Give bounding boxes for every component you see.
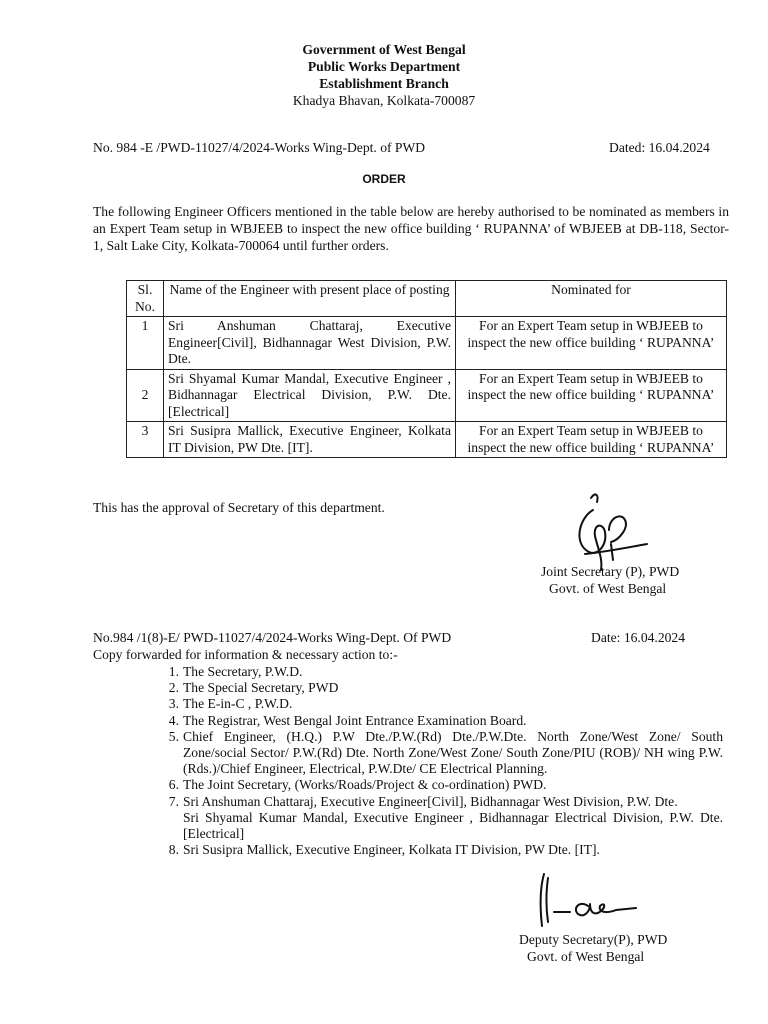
column-header-name: Name of the Engineer with present place of posting bbox=[164, 281, 456, 317]
cell-sl: 1 bbox=[127, 317, 164, 370]
list-text: Sri Anshuman Chattaraj, Executive Engineer[Civil], Bidhannagar West Division, P.W. Dte. bbox=[183, 793, 678, 809]
list-number: 3. bbox=[168, 696, 179, 712]
list-text: Chief Engineer, (H.Q.) P.W Dte./P.W.(Rd) Dte./P.W.Dte. North Zone/West Zone/ South Zone/social Sector/ P.W.(Rd) Dte. North Zone/West Zone/ South Zone/PIU (ROB)/ NH wing P.W.(Rds.)/Chief Engineer, Electrical, P.W.Dte/ CE Electrical Planning. bbox=[183, 728, 723, 777]
list-number: 5. bbox=[168, 728, 179, 744]
table-row bbox=[127, 369, 727, 422]
intro-paragraph: The following Engineer Officers mentioned in the table below are hereby authorised to be nominated as members in an Expert Team setup in WBJEEB to inspect the new office building ‘ RUPANNA’ of WBJEEB at DB-118, Sector-1, Salt Lake City, Kolkata-700064 until further orders. bbox=[93, 204, 729, 253]
list-text: The E-in-C , P.W.D. bbox=[183, 696, 293, 712]
signatory1-govt: Govt. of West Bengal bbox=[549, 581, 667, 596]
list-item bbox=[168, 777, 723, 793]
signatory1-designation: Joint Secretary (P), PWD bbox=[541, 564, 680, 579]
cell-name: Sri Shyamal Kumar Mandal, Executive Engineer , Bidhannagar Electrical Division, P.W. Dte. [Electrical] bbox=[164, 369, 456, 422]
cell-sl: 2 bbox=[127, 369, 164, 422]
list-text: The Secretary, P.W.D. bbox=[183, 664, 303, 679]
cell-nominated: For an Expert Team setup in WBJEEB to inspect the new office building ‘ RUPANNA’ bbox=[456, 369, 727, 422]
list-item bbox=[168, 696, 723, 712]
cell-nominated: For an Expert Team setup in WBJEEB to inspect the new office building ‘ RUPANNA’ bbox=[456, 317, 727, 370]
memo2-number: No.984 /1(8)-E/ PWD-11027/4/2024-Works Wing-Dept. Of PWD bbox=[93, 630, 452, 645]
copy-forwarded-line: Copy forwarded for information & necessary action to:- bbox=[93, 647, 398, 662]
list-item bbox=[168, 728, 723, 778]
list-item bbox=[168, 680, 723, 696]
header-department: Public Works Department bbox=[307, 59, 461, 74]
column-header-nominated: Nominated for bbox=[456, 281, 727, 317]
list-text: The Special Secretary, PWD bbox=[183, 680, 339, 696]
column-header-sl: Sl. No. bbox=[127, 281, 164, 317]
memo2-date: Date: 16.04.2024 bbox=[591, 630, 686, 645]
signatory2-designation: Deputy Secretary(P), PWD bbox=[519, 932, 668, 947]
recipient-list bbox=[168, 664, 723, 858]
header-branch: Establishment Branch bbox=[319, 76, 449, 91]
list-item bbox=[168, 712, 723, 729]
cell-name: Sri Anshuman Chattaraj, Executive Engineer[Civil], Bidhannagar West Division, P.W. Dte. bbox=[164, 317, 456, 370]
list-number: 8. bbox=[168, 842, 179, 858]
approval-note: This has the approval of Secretary of this department. bbox=[93, 500, 385, 515]
list-text: The Registrar, West Bengal Joint Entrance Examination Board. bbox=[183, 712, 527, 728]
list-text-continued: Sri Shyamal Kumar Mandal, Executive Engineer , Bidhannagar Electrical Division, P.W. Dte. [Electrical] bbox=[183, 809, 723, 842]
list-number: 4. bbox=[168, 712, 179, 728]
list-number: 6. bbox=[168, 777, 179, 793]
table-row bbox=[127, 317, 727, 370]
cell-name: Sri Susipra Mallick, Executive Engineer, Kolkata IT Division, PW Dte. [IT]. bbox=[164, 422, 456, 458]
deputy-secretary-signature bbox=[530, 868, 650, 930]
list-number: 1. bbox=[168, 664, 179, 679]
table-row bbox=[127, 422, 727, 458]
header-government: Government of West Bengal bbox=[302, 42, 466, 57]
header-address: Khadya Bhavan, Kolkata-700087 bbox=[292, 93, 476, 108]
list-text: The Joint Secretary, (Works/Roads/Project & co-ordination) PWD. bbox=[183, 777, 547, 793]
engineer-table bbox=[126, 280, 727, 458]
list-number: 2. bbox=[168, 680, 179, 696]
cell-nominated: For an Expert Team setup in WBJEEB to inspect the new office building ‘ RUPANNA’ bbox=[456, 422, 727, 458]
list-number: 7. bbox=[168, 793, 179, 809]
table-header-row bbox=[127, 281, 727, 317]
cell-sl: 3 bbox=[127, 422, 164, 458]
list-text: Sri Susipra Mallick, Executive Engineer, Kolkata IT Division, PW Dte. [IT]. bbox=[183, 842, 600, 858]
signatory2-govt: Govt. of West Bengal bbox=[527, 949, 645, 964]
list-item bbox=[168, 842, 723, 858]
memo-date: Dated: 16.04.2024 bbox=[609, 140, 710, 155]
order-title: ORDER bbox=[362, 172, 406, 186]
list-item bbox=[168, 664, 723, 680]
list-item bbox=[168, 793, 723, 843]
memo-number: No. 984 -E /PWD-11027/4/2024-Works Wing-Dept. of PWD bbox=[93, 140, 426, 155]
